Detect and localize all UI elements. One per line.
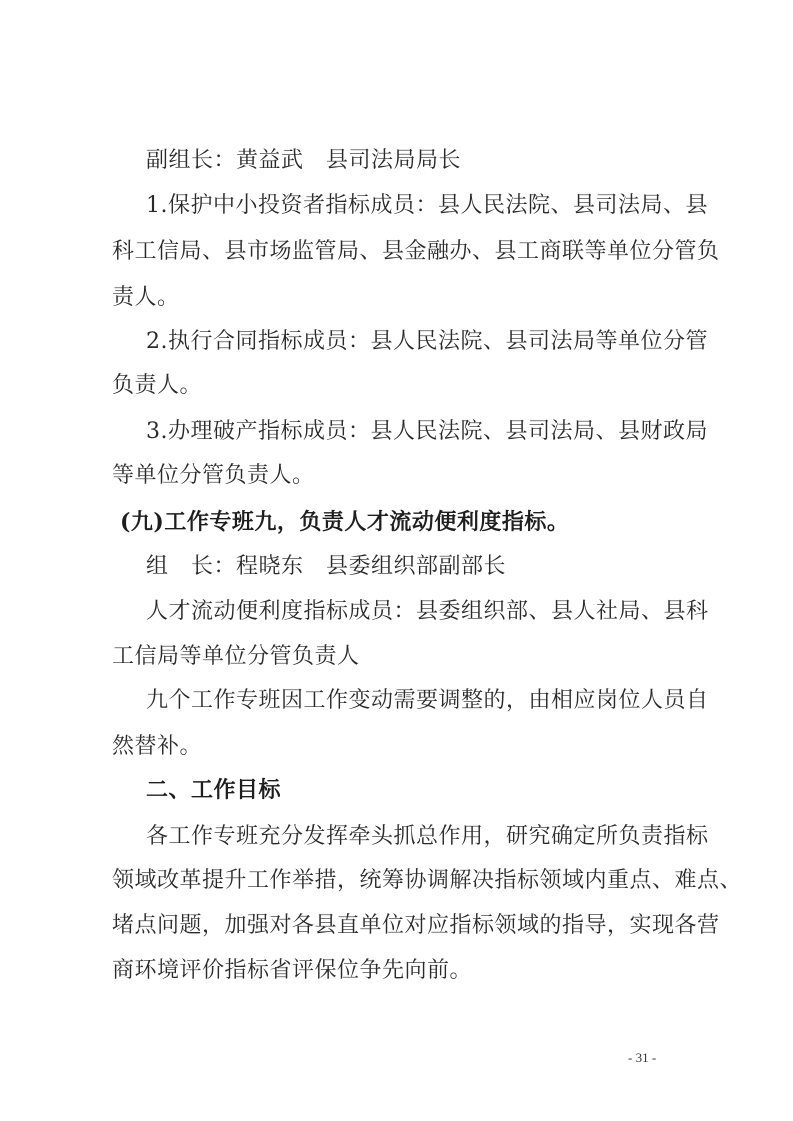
- page-number: - 31 -: [628, 1050, 657, 1065]
- team-leader-line: 组 长：程晓东 县委组织部副部长: [146, 554, 507, 579]
- paragraph-goals-line-2: 领域改革提升工作举措，统筹协调解决指标领域内重点、难点、: [112, 868, 743, 893]
- section-nine-heading: (九)工作专班九，负责人才流动便利度指标。: [120, 509, 570, 535]
- section-two-heading: 二、工作目标: [146, 778, 282, 803]
- paragraph-goals-line-3: 堵点问题，加强对各县直单位对应指标领域的指导，实现各营: [112, 913, 720, 938]
- paragraph-goals-line-1: 各工作专班充分发挥牵头抓总作用，研究确定所负责指标: [146, 824, 709, 849]
- paragraph-investor-protection-line-1: 1.保护中小投资者指标成员：县人民法院、县司法局、县: [146, 193, 708, 218]
- deputy-leader-line: 副组长：黄益武 县司法局局长: [146, 148, 462, 173]
- paragraph-bankruptcy-line-1: 3.办理破产指标成员：县人民法院、县司法局、县财政局: [146, 419, 708, 444]
- paragraph-adjustment-line-2: 然替补。: [112, 734, 203, 759]
- paragraph-talent-line-2: 工信局等单位分管负责人: [112, 644, 360, 669]
- paragraph-contract-line-1: 2.执行合同指标成员：县人民法院、县司法局等单位分管: [146, 329, 708, 354]
- paragraph-adjustment-line-1: 九个工作专班因工作变动需要调整的，由相应岗位人员自: [146, 688, 709, 713]
- paragraph-investor-protection-line-3: 责人。: [112, 285, 180, 310]
- paragraph-investor-protection-line-2: 科工信局、县市场监管局、县金融办、县工商联等单位分管负: [112, 239, 720, 264]
- paragraph-goals-line-4: 商环境评价指标省评保位争先向前。: [112, 958, 473, 983]
- paragraph-bankruptcy-line-2: 等单位分管负责人。: [112, 463, 315, 488]
- paragraph-contract-line-2: 负责人。: [112, 373, 203, 398]
- paragraph-talent-line-1: 人才流动便利度指标成员：县委组织部、县人社局、县科: [146, 599, 709, 624]
